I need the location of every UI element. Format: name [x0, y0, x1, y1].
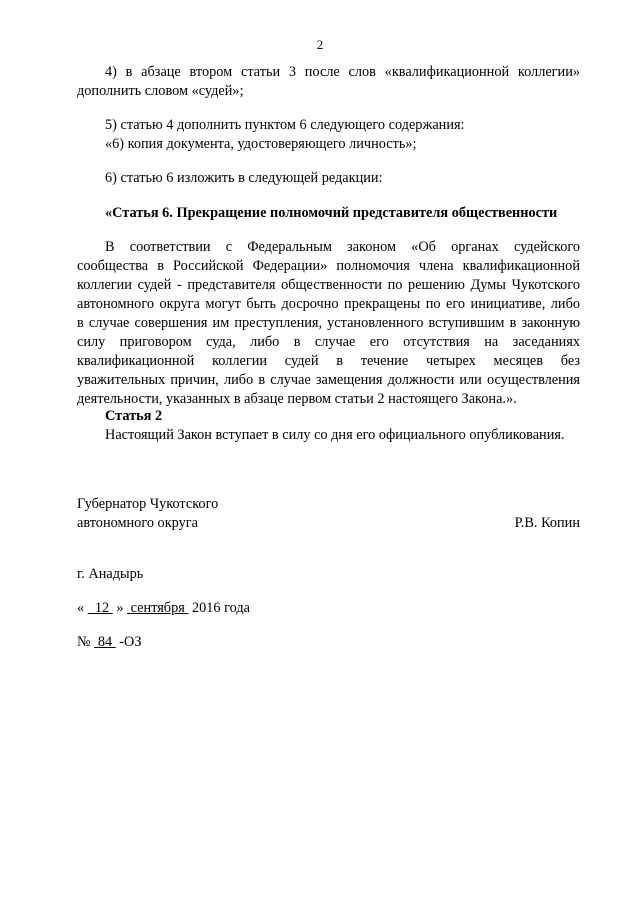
article-6-line: уважительных причин, либо в случае замещения должности или осуществления	[77, 372, 580, 388]
item-4-line-1: 4) в абзаце втором статьи 3 после слов «квалификационной коллегии»	[105, 64, 580, 80]
law-number-suffix: -ОЗ	[119, 634, 142, 650]
date-year: 2016 года	[191, 600, 251, 616]
date-month: сентября	[130, 600, 185, 616]
item-5-line-2: «6) копия документа, удостоверяющего личность»;	[105, 136, 417, 152]
date-close-quote: »	[116, 600, 124, 616]
signature-title-line-2: автономного округа	[77, 515, 198, 531]
article-2-text: Настоящий Закон вступает в силу со дня его официального опубликования.	[105, 427, 565, 443]
signing-date	[77, 598, 580, 618]
law-number-prefix: №	[77, 634, 91, 650]
item-4-line-2: дополнить словом «судей»;	[77, 83, 244, 99]
law-number	[77, 632, 580, 652]
place-of-signing: г. Анадырь	[77, 566, 144, 582]
article-6-line: квалификационной коллегии судей в течение четырех месяцев без	[77, 353, 580, 369]
signature-name: Р.В. Копин	[514, 515, 580, 531]
article-6-line: коллегии судей - представителя общественности по решению Думы Чукотского	[77, 277, 580, 293]
article-2-heading: Статья 2	[105, 408, 163, 424]
article-6-line: автономного округа могут быть досрочно прекращены по его инициативе, либо	[77, 296, 580, 312]
item-5-line-1: 5) статью 4 дополнить пунктом 6 следующего содержания:	[105, 117, 465, 133]
date-open-quote: «	[77, 600, 85, 616]
signature-title-line-1: Губернатор Чукотского	[77, 496, 219, 512]
article-6-line: в случае совершения им преступления, установленного вступившим в законную	[77, 315, 580, 331]
page-number: 2	[316, 37, 324, 52]
article-6-line: В соответствии с Федеральным законом «Об органах судейского	[105, 239, 580, 255]
article-6-line: силу приговором суда, либо в случае его отсутствия на заседаниях	[77, 334, 580, 350]
date-day: 12	[94, 600, 110, 616]
article-6-line: деятельности, указанных в абзаце первом статьи 2 настоящего Закона.».	[77, 391, 517, 407]
article-6-line: сообщества в Российской Федерации» полномочия члена квалификационной	[77, 258, 580, 274]
item-6-text: 6) статью 6 изложить в следующей редакции:	[105, 170, 383, 186]
article-6-heading: «Статья 6. Прекращение полномочий представителя общественности	[105, 205, 558, 221]
law-number-value: 84	[97, 634, 113, 650]
